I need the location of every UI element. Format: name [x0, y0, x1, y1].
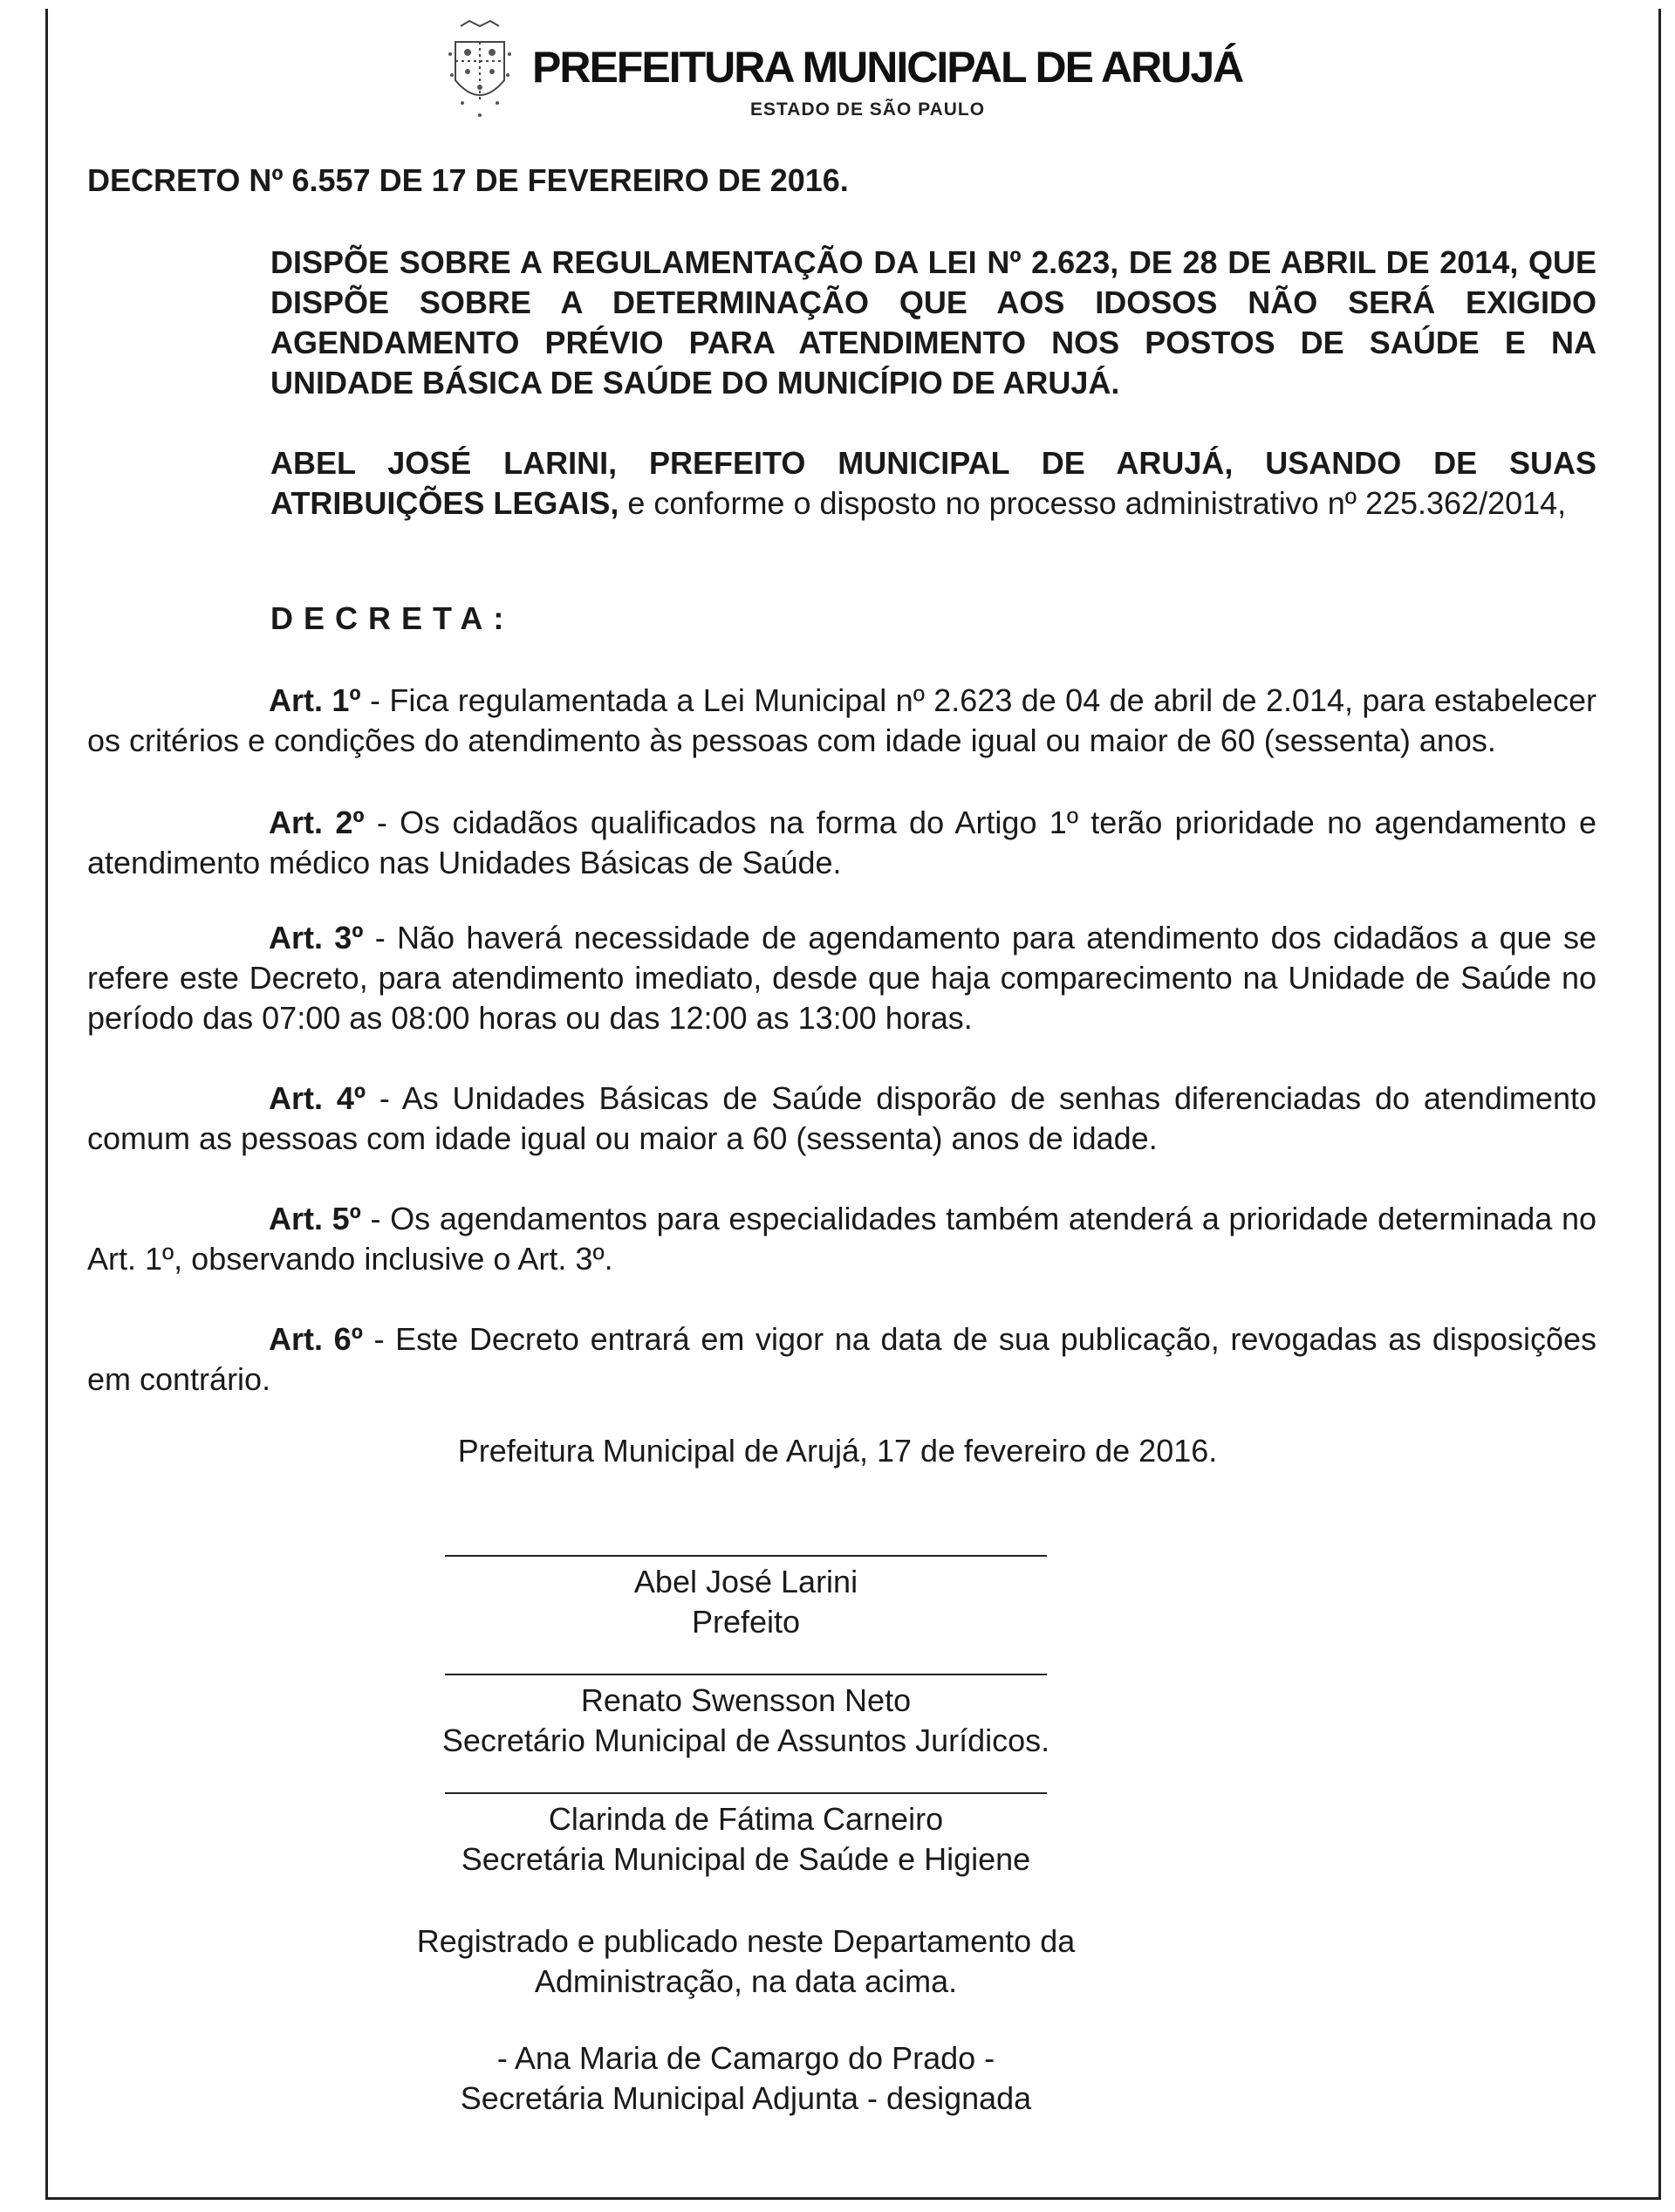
article-label: Art. 6º [269, 1321, 363, 1357]
registration-signatory [332, 2038, 1160, 2119]
decree-preamble [270, 443, 1596, 524]
signature-block-health-secretary [436, 1792, 1056, 1880]
signature-block-mayor [436, 1555, 1056, 1642]
coat-of-arms-icon [443, 19, 516, 122]
registration-note [332, 1921, 1160, 2002]
article-4 [87, 1079, 1596, 1159]
preamble-text: e conforme o disposto no processo administrativo nº 225.362/2014, [619, 485, 1567, 521]
signatory-role: Secretária Municipal de Saúde e Higiene [461, 1841, 1031, 1877]
article-text: - Os cidadãos qualificados na forma do Artigo 1º terão prioridade no agendamento e atendimento médico nas Unidades Básicas de Saúde. [87, 805, 1596, 880]
preamble-bold: ABEL JOSÉ LARINI, PREFEITO MUNICIPAL DE ARUJÁ, USANDO DE SUAS ATRIBUIÇÕES LEGAIS, [270, 445, 1596, 521]
signatory-role: Secretário Municipal de Assuntos Jurídicos. [441, 1722, 1050, 1758]
article-label: Art. 1º [269, 682, 361, 718]
article-text: - Os agendamentos para especialidades também atenderá a prioridade determinada no Art. 1º, observando inclusive o Art. 3º. [87, 1201, 1597, 1277]
signatory-role: Prefeito [691, 1604, 801, 1640]
signatory-name: Renato Swensson Neto [580, 1682, 912, 1718]
article-label: Art. 2º [269, 805, 365, 840]
article-3 [87, 918, 1596, 1038]
signatory-name: Clarinda de Fátima Carneiro [548, 1801, 944, 1837]
signatory-name: - Ana Maria de Camargo do Prado - [496, 2040, 995, 2076]
article-text: - Este Decreto entrará em vigor na data de sua publicação, revogadas as disposições em contrário. [87, 1321, 1596, 1397]
article-text: - As Unidades Básicas de Saúde disporão de senhas diferenciadas do atendimento comum as pessoas com idade igual ou maior a 60 (sessenta) anos de idade. [87, 1080, 1596, 1156]
organization-state: ESTADO DE SÃO PAULO [750, 99, 986, 120]
place-and-date: Prefeitura Municipal de Arujá, 17 de fevereiro de 2016. [457, 1433, 1218, 1469]
signatory-role: Secretária Municipal Adjunta - designada [460, 2080, 1032, 2116]
article-5 [87, 1199, 1596, 1279]
article-text: - Fica regulamentada a Lei Municipal nº 2.623 de 04 de abril de 2.014, para estabelecer os critérios e condições do atendimento às pessoas com idade igual ou maior de 60 (sessenta) anos. [87, 682, 1597, 758]
article-label: Art. 3º [269, 920, 364, 955]
decree-title: DECRETO Nº 6.557 DE 17 DE FEVEREIRO DE 2016. [87, 162, 849, 198]
signatory-name: Abel José Larini [633, 1564, 858, 1599]
registration-line: Administração, na data acima. [534, 1963, 958, 1999]
decree-summary: DISPÕE SOBRE A REGULAMENTAÇÃO DA LEI Nº 2.623, DE 28 DE ABRIL DE 2014, QUE DISPÕE SOBRE A DETERMINAÇÃO QUE AOS IDOSOS NÃO SERÁ EXIGIDO AGENDAMENTO PRÉVIO PARA ATENDIMENTO NOS POSTOS DE SAÚDE E NA UNIDADE BÁSICA DE SAÚDE DO MUNICÍPIO DE ARUJÁ. [270, 244, 1596, 401]
decreta-heading: DECRETA: [270, 600, 515, 636]
signature-line [445, 1555, 1047, 1557]
article-label: Art. 5º [269, 1201, 361, 1236]
signature-line [445, 1674, 1047, 1675]
article-6 [87, 1319, 1596, 1400]
signature-block-legal-secretary [436, 1674, 1056, 1761]
article-2 [87, 803, 1596, 883]
article-text: - Não haverá necessidade de agendamento para atendimento dos cidadãos a que se refere este Decreto, para atendimento imediato, desde que haja comparecimento na Unidade de Saúde no período das 07:00 as 08:00 horas ou das 12:00 as 13:00 horas. [87, 920, 1597, 1036]
registration-line: Registrado e publicado neste Departamento da [416, 1923, 1076, 1959]
article-1 [87, 681, 1596, 761]
letterhead [0, 16, 1675, 129]
signature-line [445, 1792, 1047, 1794]
article-label: Art. 4º [269, 1080, 366, 1116]
organization-name: PREFEITURA MUNICIPAL DE ARUJÁ [532, 43, 1243, 92]
